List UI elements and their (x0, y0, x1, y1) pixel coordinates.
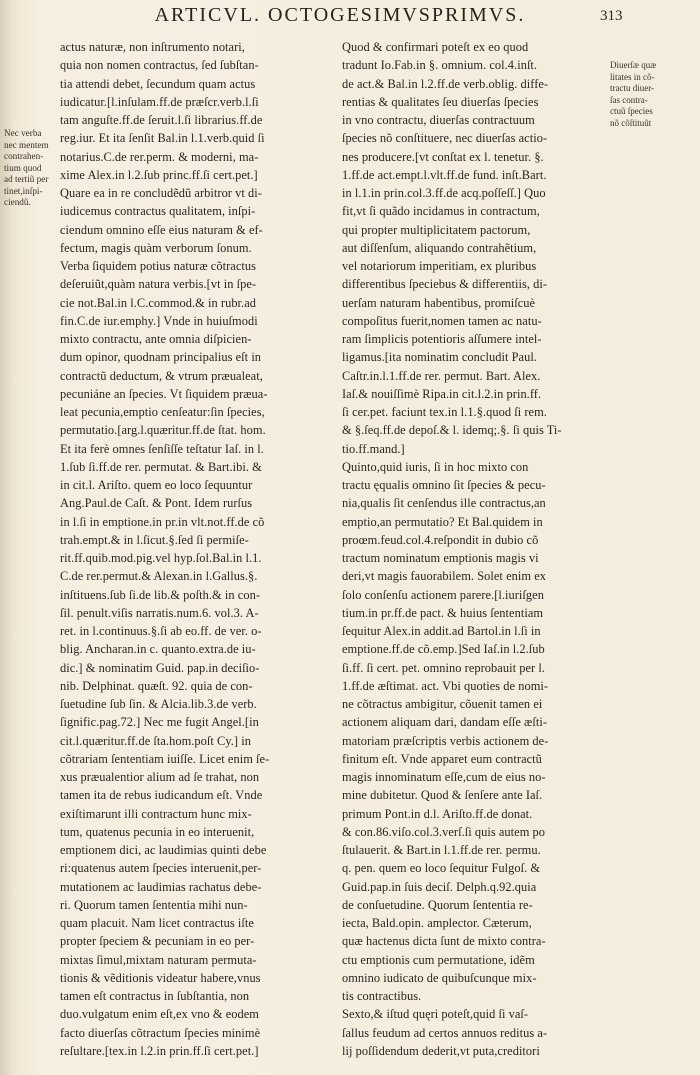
text-line: emptione.ff.de cõ.emp.]Sed Iaſ.in l.2.ſub (342, 642, 545, 657)
text-line: lij poſſidendum dederit,vt puta,creditori (342, 1043, 540, 1058)
text-line: fit,vt ſi quãdo incidamus in contractum, (342, 204, 540, 219)
text-line: xus præualentior alium ad ſe trahat, non (60, 770, 260, 784)
text-line: emptionem dici, ac laudimias quinti debe (60, 843, 267, 857)
text-line: ſallus feudum ad certos annuos reditus a- (342, 1025, 548, 1040)
margin-note-line: ctuũ ſpecies (610, 106, 653, 116)
text-line: notarius.C.de rer.perm. & moderni, ma- (60, 149, 259, 164)
text-line: in cit.l. Ariſto. quem eo loco ſequuntur (60, 478, 253, 492)
text-line: tamen ita de rebus iudicandum eſt. Vnde (60, 788, 263, 803)
right-marginal-note (610, 60, 700, 129)
text-line: propter ſpeciem & pecuniam in eo per- (60, 934, 255, 949)
text-line: tractum nominatum emptionis magis vi (342, 551, 539, 565)
text-line: ſi.ff. ſi cert. pet. omnino reprobauit per l. (342, 660, 545, 675)
text-line: ctu emptionis cum permutatione, idẽm (342, 952, 535, 967)
text-line: de act.& Bal.in l.2.ff.de verb.oblig. diffe- (342, 76, 549, 91)
text-line: vel notariorum imperitiam, ex pluribus (342, 259, 537, 273)
text-line: omnino iudicato de quibuſcunque mix- (342, 970, 537, 985)
text-line: ſignific.pag.72.] Nec me fugit Angel.[in (60, 715, 259, 730)
left-marginal-note (4, 128, 60, 209)
text-line: aut diſſenſum, aliquando contrahẽtium, (342, 240, 537, 255)
text-line: inſtituens.ſub ſi.de lib.& poſth.& in con- (60, 587, 260, 602)
text-line: mixto contractu, ante omnia diſpicien- (60, 332, 252, 346)
text-line: in l.ſi in emptione.in pr.in vlt.not.ff.de cõ (60, 514, 265, 529)
margin-note-line: Diuerſæ quæ (610, 60, 657, 70)
margin-note-line: ciendũ. (4, 197, 31, 207)
text-line: ri:quatenus autem ſpecies interuenit,per- (60, 861, 262, 876)
margin-note-line: nec mentem (4, 139, 49, 150)
text-line: Quare ea in re concludẽdũ arbitror vt di- (60, 186, 262, 200)
text-line: facto diuerſas cõtractum ſpecies minimè (60, 1025, 261, 1040)
text-line: xime Alex.in l.2.ſub princ.ff.ſi cert.pet.] (60, 167, 258, 182)
text-line: & con.86.viſo.col.3.verſ.ſi quis autem po (342, 824, 546, 839)
text-line: ciendum omnino eſſe eius naturam & ef- (60, 222, 263, 237)
text-line: differentibus ſpeciebus & differentiis, di- (342, 277, 548, 292)
text-line: ram ſimplicis potentioris aſſumere intel- (342, 332, 542, 346)
text-line: rit.ff.quib.mod.pig.vel hyp.ſol.Bal.in l.1. (60, 551, 262, 565)
text-line: mixtas ſimul,mixtam naturam permuta- (60, 952, 257, 967)
text-line: Guid.pap.in ſuis deciſ. Delph.q.92.quia (342, 879, 537, 894)
text-line: Iaſ.& nouiſſimè Ripa.in cit.l.2.in prin.ff. (342, 386, 542, 401)
text-line: nib. Delphinat. quæſt. 92. quia de con- (60, 678, 253, 693)
text-line: reſultare.[tex.in l.2.in prin.ff.ſi cert.pet.] (60, 1043, 259, 1058)
text-line: pecuniáne an ſpecies. Vt ſiquidem præua- (60, 386, 268, 401)
text-line: ſil. penult.viſis narratis.num.6. vol.3. A- (60, 605, 259, 620)
text-line: ret. in l.continuus.§.ſi ab eo.ff. de ver. o- (60, 624, 262, 638)
text-line: Verba ſiquidem potius naturæ cõtractus (60, 259, 256, 273)
text-line: uerſam naturam habentibus, promiſcuè (342, 295, 536, 310)
text-line: tis contractibus. (342, 989, 422, 1003)
margin-note-line: tractu diuer- (610, 83, 655, 93)
text-line: leat pecunia,emptio cenſeatur:ſin ſpecies, (60, 405, 265, 419)
margin-note-line: tinet,inſpi- (4, 185, 43, 196)
text-line: compoſitus fuerit,nomen tamen ac natu- (342, 313, 542, 328)
text-line: cõtrariam ſententiam iuiſſe. Licet enim ſe- (60, 751, 270, 766)
text-line: contractũ deductum, & vtrum præualeat, (60, 368, 263, 383)
text-line: Ang.Paul.de Caſt. & Pont. Idem rurſus (60, 496, 253, 511)
text-line: 1.ff.de act.empt.l.vlt.ff.de fund. inſt.Bart. (342, 167, 547, 182)
text-line: rentias & qualitates ſeu diuerſas ſpecies (342, 94, 539, 109)
text-line: trah.empt.& in l.ſicut.§.ſed ſi permiſe- (60, 532, 249, 547)
margin-note-line: Nec verba (4, 128, 42, 138)
text-line: tamen eſt contractus in ſubſtantia, non (60, 989, 250, 1003)
text-line: nes producere.[vt conſtat ex l. tenetur. §. (342, 149, 544, 164)
margin-note-line: tium quod (4, 162, 42, 173)
text-line: quia non nomen contractus, ſed ſubſtan- (60, 58, 259, 73)
text-line: q. pen. quem eo loco ſequitur Fulgoſ. & (342, 861, 541, 876)
text-line: matoriam præſcriptis verbis actionem de- (342, 733, 549, 748)
margin-note-line: litates in cõ- (610, 71, 655, 82)
text-line: iudicemus contractus qualitatem, inſpi- (60, 204, 256, 219)
text-line: fin.C.de iur.emphy.] Vnde in huiuſmodi (60, 313, 258, 328)
text-line: emptio,an permutatio? Et Bal.quidem in (342, 514, 543, 529)
text-line: ligamus.[ita nominatim concludit Paul. (342, 350, 537, 365)
running-header: ARTICVL. OCTOGESIMVSPRIMVS. (154, 4, 526, 26)
text-line: ſequitur Alex.in addit.ad Bartol.in l.ſi in (342, 624, 541, 638)
text-line: C.de rer.permut.& Alexan.in l.Gallus.§. (60, 569, 258, 584)
text-line: mutationem ac laudimias rachatus debe- (60, 879, 262, 894)
text-line: ſolo conſenſu actionem parere.[l.iuriſgen (342, 587, 544, 602)
text-line: 1.ff.de æſtimat. act. Vbi quoties de nomi- (342, 678, 549, 693)
text-line: in l.1.in prin.col.3.ff.de acq.poſſeſſ.] Quo (342, 186, 546, 200)
text-line: & §.ſeq.ff.de depoſ.& l. idemq;.§. ſi quis Ti- (342, 423, 562, 438)
text-line: 1.ſub ſi.ff.de rer. permutat. & Bart.ibi. & (60, 459, 262, 474)
margin-note-line: ſas contra- (610, 94, 648, 105)
margin-note-line: contrahen- (4, 151, 44, 161)
text-line: tionis & vẽditionis videatur habere,vnus (60, 970, 261, 985)
text-line: primum Pont.in d.l. Ariſto.ff.de donat. (342, 806, 533, 821)
text-line: iecta, Bald.opin. amplector. Cæterum, (342, 916, 532, 930)
text-line: cit.l.quæritur.ff.de ſta.hom.poſt Cy.] in (60, 733, 251, 748)
text-line: mine dubitetur. Quod & ſenſere ante Iaſ. (342, 788, 543, 803)
text-line: de conſuetudine. Quorum ſententia re- (342, 897, 533, 912)
right-text-column (342, 38, 606, 1060)
text-line: ſi cer.pet. faciunt tex.in l.1.§.quod ſi rem. (342, 405, 547, 419)
text-line: Quinto,quid iuris, ſi in hoc mixto con (342, 459, 529, 474)
text-line: actionem aliquam dari, dandam eſſe æſti- (342, 715, 547, 730)
text-line: exiſtimarunt illi contractum hunc mix- (60, 806, 252, 821)
text-line: permutatio.[arg.l.quæritur.ff.de ſtat. hom. (60, 423, 266, 438)
text-line: dic.] & nominatim Guid. pap.in deciſio- (60, 660, 260, 675)
text-line: deri,vt magis fauorabilem. Solet enim ex (342, 569, 546, 584)
text-line: ri. Quorum tamen ſententia mihi nun- (60, 897, 248, 912)
text-line: Quod & confirmari poteſt ex eo quod (342, 40, 529, 54)
text-line: cie not.Bal.in l.C.commod.& in rubr.ad (60, 295, 256, 310)
text-line: proœm.feud.col.4.reſpondit in dubio cõ (342, 532, 539, 547)
text-line: ſpecies nõ conſtituere, nec diuerſas actio- (342, 131, 548, 146)
text-line: quæ hactenus dicta ſunt de mixto contra- (342, 934, 546, 949)
text-line: dum opinor, quodnam principalius eſt in (60, 350, 262, 365)
text-line: reg.iur. Et ita ſenſit Bal.in l.1.verb.quid ſi (60, 131, 265, 146)
text-line: magis innominatum eſſe,cum de eius no- (342, 770, 546, 784)
text-line: quam placuit. Nam licet contractus iſte (60, 916, 254, 930)
text-line: Et ita ferè omnes ſenſiſſe teſtatur Iaſ. in l. (60, 441, 264, 456)
text-line: iudicatur.[l.inſulam.ff.de præſcr.verb.l.ſi (60, 94, 259, 109)
text-line: Caſtr.in.l.1.ff.de rer. permut. Bart. Alex. (342, 368, 541, 383)
text-line: blig. Ancharan.in c. quanto.extra.de iu- (60, 642, 256, 657)
left-text-column (60, 38, 336, 1060)
text-line: qui propter multiplicitatem pactorum, (342, 222, 531, 237)
margin-note-line: nõ cõſtituũt (610, 117, 652, 128)
text-line: duo.vulgatum enim eſt,ex vno & eodem (60, 1007, 259, 1022)
text-line: tam anguſte.ff.de ſeruit.l.ſi librarius.ff.de (60, 113, 263, 127)
text-line: in vno contractu, diuerſas contractuum (342, 113, 535, 127)
text-line: ſtulauerit. & Bart.in l.1.ff.de rer. permu. (342, 843, 541, 857)
page-number: 313 (600, 8, 623, 24)
margin-note-line: ad tertiũ per (4, 174, 49, 184)
text-line: finitum eſt. Vnde apparet eum contractũ (342, 751, 542, 766)
text-line: tractu ęqualis omnino ſit ſpecies & pecu- (342, 478, 546, 492)
text-line: actus naturæ, non inſtrumento notari, (60, 40, 245, 54)
text-line: tio.ff.mand.] (342, 441, 405, 456)
text-line: nia,qualis ſit cenſendus ille contractus,an (342, 496, 546, 511)
text-line: tradunt Io.Fab.in §. omnium. col.4.inſt. (342, 58, 538, 73)
text-line: ſuetudine ſub ſin. & Alcia.lib.3.de verb. (60, 697, 257, 711)
text-line: tia attendi debet, ſecundum quam actus (60, 76, 256, 91)
text-line: fectum, magis quàm verborum ſonum. (60, 240, 252, 255)
text-line: ne cõtractus ambigitur, cõuenit tamen ei (342, 697, 543, 711)
text-line: tum, quatenus pecunia in eo interuenit, (60, 824, 255, 839)
text-line: Sexto,& iſtud quęri poteſt,quid ſi vaſ- (342, 1007, 529, 1022)
text-line: tium.in pr.ff.de pact. & huius ſententiam (342, 605, 544, 620)
text-line: deſeruiũt,quàm natura verbis.[vt in ſpe- (60, 277, 257, 292)
